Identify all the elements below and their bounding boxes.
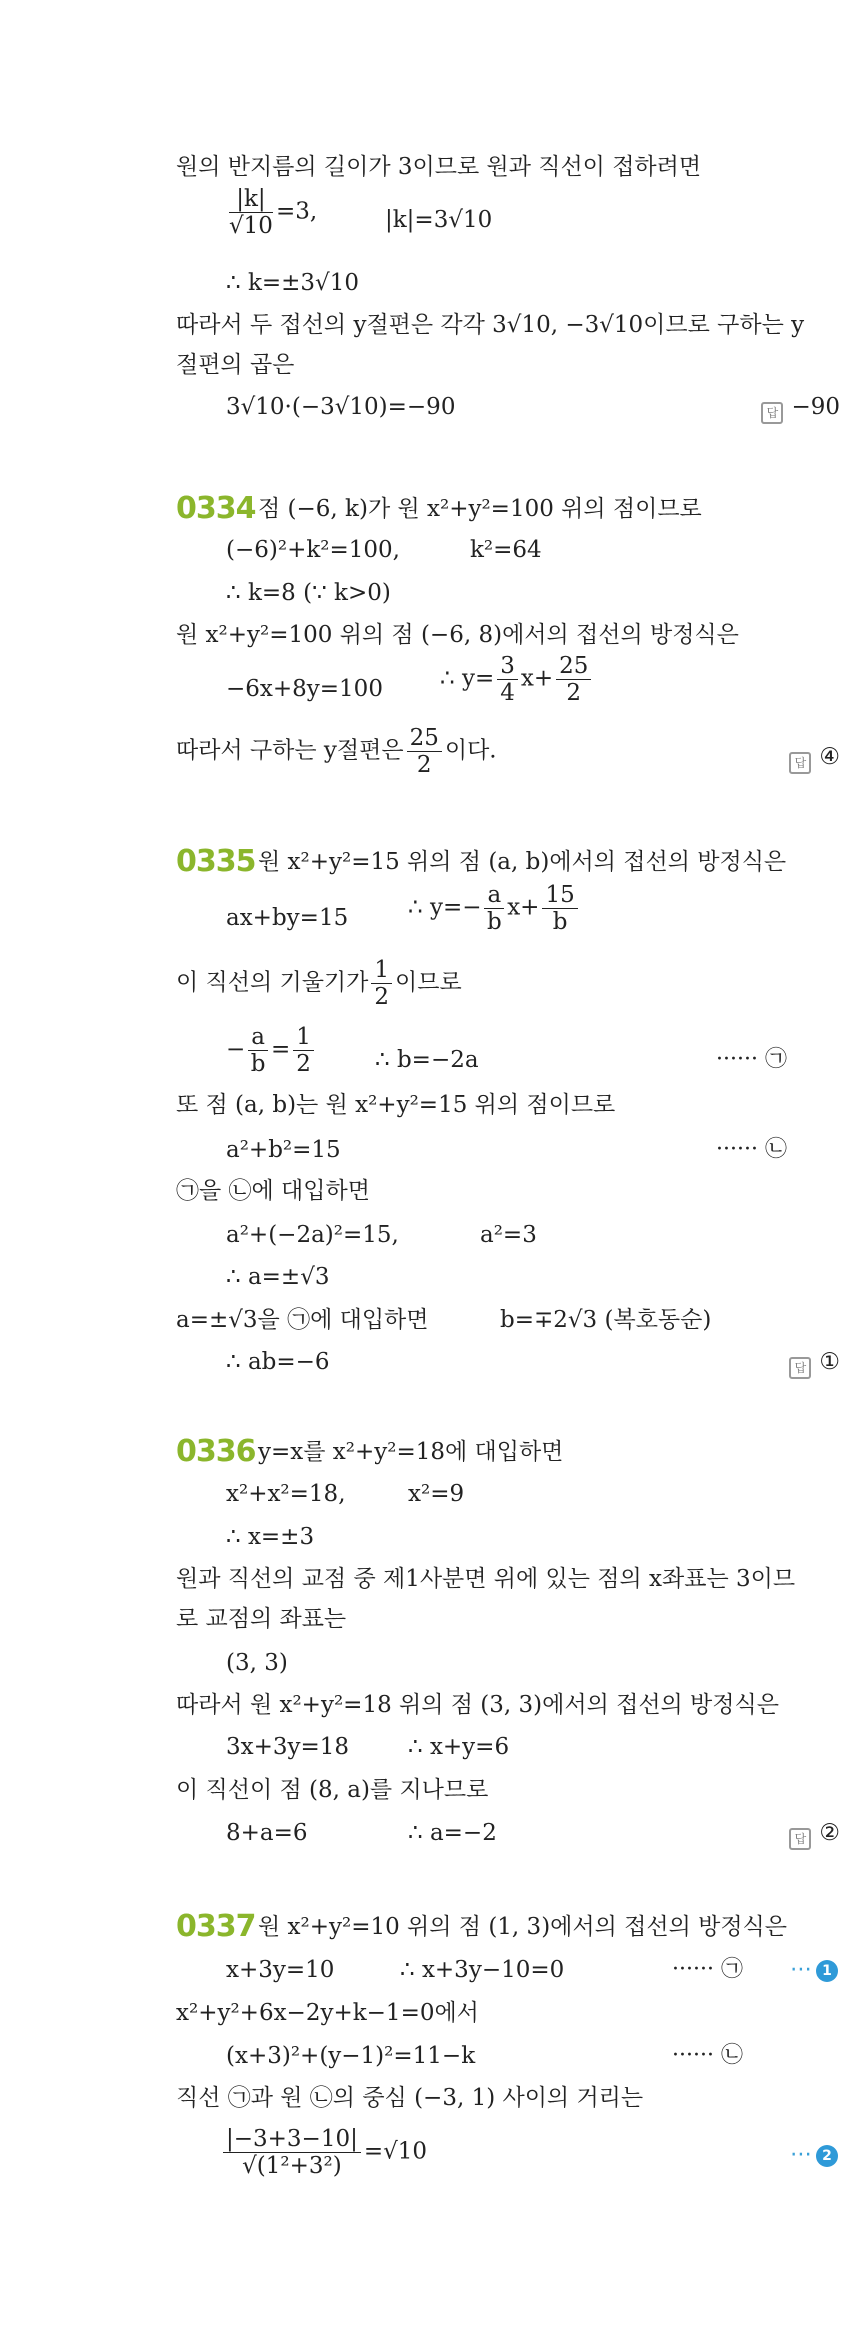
text-line: 원 x²+y²=15 위의 점 (a, b)에서의 접선의 방정식은: [258, 849, 787, 875]
equation-line: 8+a=6: [226, 1820, 308, 1846]
text-line: 또 점 (a, b)는 원 x²+y²=15 위의 점이므로: [176, 1092, 616, 1118]
equation-line: a²=3: [480, 1222, 537, 1248]
text-line: 절편의 곱은: [176, 352, 295, 378]
text-line: 따라서 구하는 y절편은 $\frac{25}{2}$ 이다.: [176, 725, 497, 778]
answer-icon: 답: [761, 402, 783, 424]
step-marker: ⋯ 2: [790, 2140, 838, 2170]
equation-line: x²+x²=18,: [226, 1481, 346, 1507]
equation-line: ∴ y= $\frac{3}{4}$ x+ $\frac{25}{2}$: [440, 653, 594, 706]
equation-line: (3, 3): [226, 1650, 288, 1676]
text-line: ㉠을 ㉡에 대입하면: [176, 1178, 370, 1204]
text-line: y=x를 x²+y²=18에 대입하면: [258, 1439, 564, 1465]
equation-line: ∴ a=±√3: [226, 1264, 330, 1290]
equation-line: −6x+8y=100: [226, 676, 383, 702]
text-line: 이 직선이 점 (8, a)를 지나므로: [176, 1777, 489, 1803]
equation-line: 3√10·(−3√10)=−90: [226, 394, 456, 420]
problem-number: 0337: [176, 1909, 256, 1944]
equation-line: 3x+3y=18: [226, 1734, 350, 1760]
fraction: $\frac{25}{2}$: [556, 653, 591, 706]
equation-tag: ······ ㉡: [672, 2043, 743, 2068]
text-line: 원 x²+y²=10 위의 점 (1, 3)에서의 접선의 방정식은: [258, 1914, 787, 1940]
text-line: 따라서 원 x²+y²=18 위의 점 (3, 3)에서의 접선의 방정식은: [176, 1692, 779, 1718]
answer-badge: 답 ④: [789, 742, 840, 774]
equation-line: b=∓2√3 (복호동순): [500, 1307, 712, 1333]
text-line: 원 x²+y²=100 위의 점 (−6, 8)에서의 접선의 방정식은: [176, 622, 739, 648]
fraction: $\frac{1}{2}$: [293, 1024, 314, 1077]
equation-line: (−6)²+k²=100,: [226, 537, 400, 563]
equation-tag: ······ ㉠: [672, 1957, 743, 1982]
fraction: $\frac{a}{b}$: [484, 882, 504, 935]
equation-line: x²+y²+6x−2y+k−1=0에서: [176, 2000, 479, 2026]
text-line: 원과 직선의 교점 중 제1사분면 위에 있는 점의 x좌표는 3이므: [176, 1566, 796, 1592]
equation-line: ∴ b=−2a: [375, 1047, 479, 1073]
equation-line: ∴ k=±3√10: [226, 270, 359, 296]
equation-line: ax+by=15: [226, 905, 349, 931]
answer-badge: 답 ②: [789, 1818, 840, 1850]
fraction: $\frac{a}{b}$: [248, 1024, 268, 1077]
equation-tag: ······ ㉠: [716, 1047, 787, 1072]
text-line: a=±√3을 ㉠에 대입하면: [176, 1307, 429, 1333]
equation-line: ∴ k=8 (∵ k>0): [226, 580, 391, 606]
equation-line: x+3y=10: [226, 1957, 335, 1983]
equation-line: ∴ ab=−6: [226, 1349, 330, 1375]
equation-line: ∴ x+y=6: [408, 1734, 510, 1760]
fraction: $\frac{|k|}{√10}$: [229, 186, 273, 239]
text-line: 원의 반지름의 길이가 3이므로 원과 직선이 접하려면: [176, 154, 702, 180]
answer-badge: 답 ①: [789, 1347, 840, 1379]
problem-number: 0334: [176, 491, 256, 526]
fraction: $\frac{25}{2}$: [407, 725, 442, 778]
equation-line: k²=64: [470, 537, 542, 563]
text-line: 이 직선의 기울기가 $\frac{1}{2}$ 이므로: [176, 957, 462, 1010]
equation-line: − $\frac{a}{b}$ = $\frac{1}{2}$: [226, 1024, 317, 1077]
equation-line: $\frac{|-3+3-10|}{\text{√(1²+3²)}}$ =√10: [220, 2126, 427, 2179]
equation-line: ∴ x=±3: [226, 1524, 315, 1550]
problem-number: 0336: [176, 1434, 256, 1469]
equation-line: ∴ a=−2: [408, 1820, 497, 1846]
text-line: 로 교점의 좌표는: [176, 1606, 347, 1632]
fraction: $\frac{15}{b}$: [542, 882, 577, 935]
equation-line: ∴ x+3y−10=0: [400, 1957, 565, 1983]
answer-icon: 답: [789, 1828, 811, 1850]
problem-number: 0335: [176, 844, 256, 879]
fraction: $\frac{1}{2}$: [371, 957, 392, 1010]
step-marker: ⋯ 1: [790, 1955, 838, 1985]
equation-line: $\frac{|k|}{√10}$ =3,: [229, 186, 318, 239]
answer-icon: 답: [789, 1357, 811, 1379]
step-number-icon: 1: [816, 1960, 838, 1982]
equation-tag: ······ ㉡: [716, 1137, 787, 1162]
answer-badge: 답 −90: [761, 392, 840, 424]
text-line: 점 (−6, k)가 원 x²+y²=100 위의 점이므로: [258, 496, 702, 522]
text-line: 직선 ㉠과 원 ㉡의 중심 (−3, 1) 사이의 거리는: [176, 2085, 644, 2111]
equation-line: x²=9: [408, 1481, 465, 1507]
equation-line: ∴ y=− $\frac{a}{b}$ x+ $\frac{15}{b}$: [408, 882, 581, 935]
step-number-icon: 2: [816, 2145, 838, 2167]
text-line: 따라서 두 접선의 y절편은 각각 3√10, −3√10이므로 구하는 y: [176, 312, 805, 338]
equation-line: a²+b²=15: [226, 1137, 341, 1163]
equation-line: |k|=3√10: [385, 207, 493, 233]
equation-line: (x+3)²+(y−1)²=11−k: [226, 2043, 476, 2069]
fraction: $\frac{3}{4}$: [497, 653, 518, 706]
equation-line: a²+(−2a)²=15,: [226, 1222, 399, 1248]
fraction: $\frac{|-3+3-10|}{\text{√(1²+3²)}}$: [223, 2126, 361, 2179]
answer-icon: 답: [789, 752, 811, 774]
